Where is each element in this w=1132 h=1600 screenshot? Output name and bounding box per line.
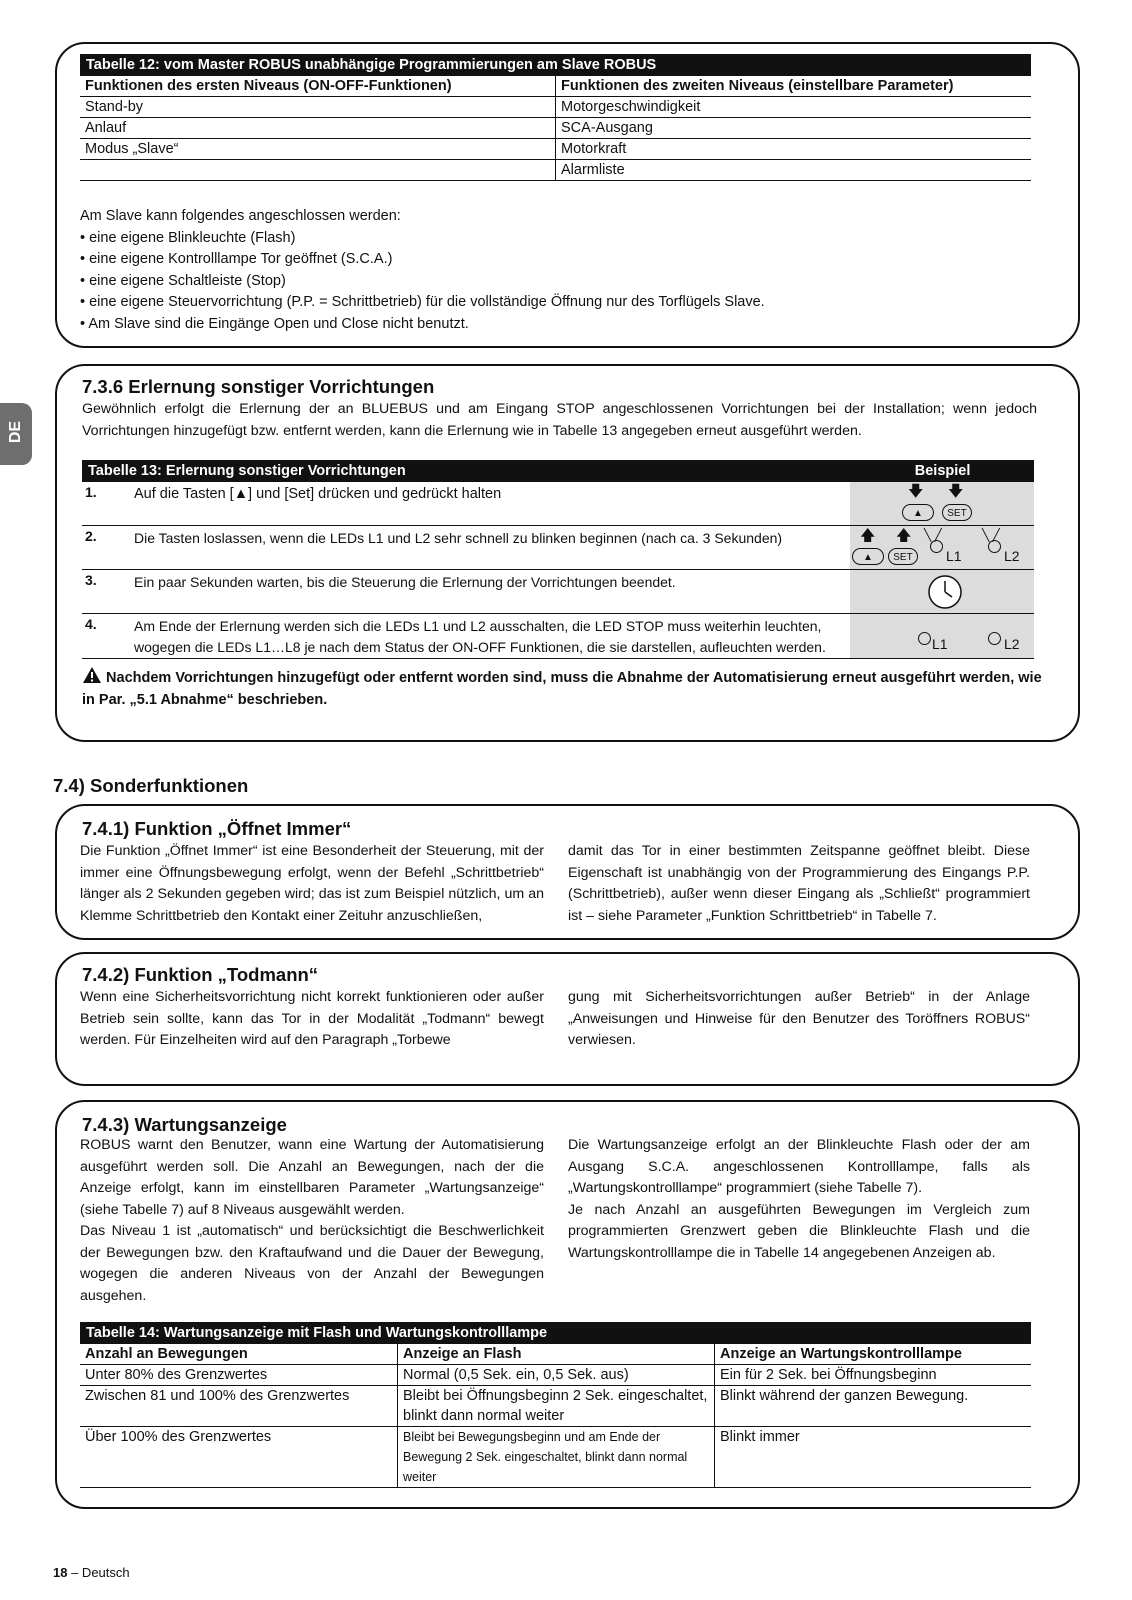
- table12-cell: [80, 160, 555, 180]
- list-item: • eine eigene Schaltleiste (Stop): [80, 272, 286, 289]
- step-text: Am Ende der Erlernung werden sich die LEDs L1 und L2 ausschalten, die LED STOP muss weiterhin leuchten, wogegen die LEDs L1…L8 je nach dem Status der ON-OFF Funktionen, die sie darstellen, aufleuchten werden.: [134, 618, 826, 655]
- table-row: [82, 570, 1034, 614]
- list-item: • Am Slave sind die Eingänge Open und Close nicht benutzt.: [80, 315, 469, 332]
- section-743-col1: ROBUS warnt den Benutzer, wann eine Wartung der Automatisierung ausgeführt werden soll. Die Anzahl an Bewegungen, nach der die Anzeige erfolgt, kann im einstellbaren Parameter „Wartungsanzeige“ (siehe Tabelle 7) auf 8 Niveaus ausgewählt werden. Das Niveau 1 ist „automatisch“ und berücksichtigt die Beschwerlichkeit der Bewegungen bzw. den Kraftaufwand und die Dauer der Bewegung, wogegen die anderen Niveaus von der Anzahl der Bewegungen ausgehen.: [80, 1137, 544, 1304]
- table14-header-row: [80, 1344, 1031, 1365]
- table12-cell: Motorgeschwindigkeit: [555, 97, 1031, 117]
- table14-cell: Blinkt während der ganzen Bewegung.: [714, 1386, 1031, 1426]
- list-item-text: Am Slave sind die Eingänge Open und Close nicht benutzt.: [88, 315, 469, 332]
- table12-box: [55, 42, 1080, 348]
- table12-cell: Anlauf: [85, 120, 127, 136]
- step-number: 3.: [85, 572, 97, 588]
- section-736-title: 7.3.6 Erlernung sonstiger Vorrichtungen: [82, 376, 435, 397]
- step-text: Die Tasten loslassen, wenn die LEDs L1 und L2 sehr schnell zu blinken beginnen (nach ca. 3 Sekunden): [134, 530, 783, 546]
- arrow-up-icon: 🡅: [860, 527, 876, 544]
- table13: [82, 460, 1034, 659]
- arrow-down-icon: 🡇: [908, 483, 924, 500]
- table12-cell: Alarmliste: [555, 160, 1031, 180]
- set-key-icon: SET: [942, 504, 972, 521]
- footer-language: – Deutsch: [71, 1565, 130, 1580]
- table-row: [82, 614, 1034, 659]
- blink-rays-icon: ╲ ╱: [982, 528, 1000, 542]
- list-item-text: eine eigene Kontrolllampe Tor geöffnet (S.C.A.): [89, 251, 393, 267]
- table12-header-1: Funktionen des ersten Niveaus (ON-OFF-Funktionen): [85, 78, 452, 94]
- clock-icon: [926, 573, 964, 611]
- list-item-text: eine eigene Blinkleuchte (Flash): [89, 229, 296, 246]
- led-l2-label: L2: [1004, 636, 1020, 652]
- table12-cell: Modus „Slave“: [85, 141, 179, 157]
- section-74-title: 7.4) Sonderfunktionen: [53, 775, 249, 796]
- section-736-box: [55, 364, 1080, 742]
- up-key-icon: ▲: [852, 548, 884, 565]
- slave-connections: [80, 206, 1040, 335]
- section-742-col1: Wenn eine Sicherheitsvorrichtung nicht korrekt funktionieren oder außer Betrieb sein sollte, kann das Tor in der Modalität „Todmann“ bewegt werden. Für Einzelheiten wird auf den Paragraph „Torbewe: [80, 989, 544, 1048]
- table13-title: Tabelle 13: Erlernung sonstiger Vorrichtungen: [88, 463, 406, 479]
- table14-cell: Über 100% des Grenzwertes: [85, 1429, 272, 1445]
- table14-cell: Unter 80% des Grenzwertes: [85, 1367, 268, 1383]
- step-number: 4.: [85, 616, 97, 632]
- section-741-col2: damit das Tor in einer bestimmten Zeitspanne geöffnet bleibt. Diese Eigenschaft ist unabhängig von der Programmierung des Eingangs P.P. (Schrittbetrieb), außer wenn dieser Eingang als „Schließt“ programmiert ist – siehe Parameter „Funktion Schrittbetrieb“ in Tabelle 7.: [568, 843, 1030, 924]
- section-741-box: [55, 804, 1080, 940]
- table-row: [80, 1427, 1031, 1488]
- section-743-title: 7.4.3) Wartungsanzeige: [82, 1114, 287, 1135]
- table14-cell: Zwischen 81 und 100% des Grenzwertes: [85, 1388, 350, 1404]
- led-l1-label: L1: [932, 636, 948, 652]
- list-item: • eine eigene Kontrolllampe Tor geöffnet (S.C.A.): [80, 251, 393, 267]
- section-742-title: 7.4.2) Funktion „Todmann“: [82, 964, 319, 985]
- table13-header: [82, 460, 1034, 482]
- warning-text: Nachdem Vorrichtungen hinzugefügt oder entfernt worden sind, muss die Abnahme der Automatisierung erneut ausgeführt werden, wie in Par. „5.1 Abnahme“ beschrieben.: [82, 670, 1042, 708]
- section-743-col2: Die Wartungsanzeige erfolgt an der Blinkleuchte Flash oder der am Ausgang S.C.A. angeschlossenen Kontrolllampe, falls als „Wartungskontrolllampe“ programmiert (siehe Tabelle 7). Je nach Anzahl an ausgeführten Bewegungen im Vergleich zum programmierten Grenzwert geben die Blinkleuchte Flash und die Wartungskontrolllampe die in Tabelle 14 angegebenen Anzeigen ab.: [568, 1137, 1030, 1261]
- list-item: • eine eigene Steuervorrichtung (P.P. = Schrittbetrieb) für die vollständige Öffnung nur des Torflügels Slave.: [80, 294, 765, 310]
- section-741-title: 7.4.1) Funktion „Öffnet Immer“: [82, 818, 352, 839]
- table14-cell: Normal (0,5 Sek. ein, 0,5 Sek. aus): [397, 1365, 714, 1385]
- language-tab-label: DE: [7, 420, 24, 444]
- section-742-col2: gung mit Sicherheitsvorrichtungen außer Betrieb“ in der Anlage „Anweisungen und Hinweise für den Benutzer des Toröffners ROBUS“ verwiesen.: [568, 989, 1030, 1048]
- table12-cell: SCA-Ausgang: [555, 118, 1031, 138]
- warning-icon: [82, 666, 102, 684]
- step-text: Ein paar Sekunden warten, bis die Steuerung die Erlernung der Vorrichtungen beendet.: [134, 574, 676, 590]
- table-row: [80, 160, 1031, 181]
- page-number: 18: [53, 1565, 68, 1580]
- step-number: 2.: [85, 528, 97, 544]
- section-743-box: [55, 1100, 1080, 1509]
- table-row: [82, 482, 1034, 526]
- step-example: [850, 526, 1034, 569]
- led-off-icon: [918, 632, 931, 645]
- table14-cell: Bleibt bei Öffnungsbeginn 2 Sek. eingeschaltet, blinkt dann normal weiter: [397, 1386, 714, 1426]
- table14: [80, 1322, 1031, 1488]
- step-example: [850, 482, 1034, 525]
- table14-title: Tabelle 14: Wartungsanzeige mit Flash und Wartungskontrolllampe: [80, 1322, 1031, 1344]
- table12-header-2: Funktionen des zweiten Niveaus (einstellbare Parameter): [555, 76, 1031, 96]
- table-row: [80, 1365, 1031, 1386]
- list-item-text: eine eigene Steuervorrichtung (P.P. = Schrittbetrieb) für die vollständige Öffnung nur des Torflügels Slave.: [89, 294, 765, 310]
- led-off-icon: [988, 632, 1001, 645]
- step-number: 1.: [85, 484, 97, 500]
- step-example: [850, 614, 1034, 658]
- table12: [80, 54, 1031, 181]
- table-row: [80, 118, 1031, 139]
- led-l2-label: L2: [1004, 548, 1020, 564]
- table14-header-2: Anzeige an Flash: [397, 1344, 714, 1364]
- table-row: [82, 526, 1034, 570]
- step-example: [850, 570, 1034, 613]
- warning-note: [82, 666, 1042, 711]
- table14-cell: Bleibt bei Bewegungsbeginn und am Ende der Bewegung 2 Sek. eingeschaltet, blinkt dann normal weiter: [397, 1427, 714, 1487]
- step-text: Auf die Tasten [▲] und [Set] drücken und gedrückt halten: [134, 486, 502, 502]
- table-row: [80, 1386, 1031, 1427]
- arrow-up-icon: 🡅: [896, 527, 912, 544]
- table14-header-1: Anzahl an Bewegungen: [85, 1346, 248, 1362]
- table12-cell: Stand-by: [85, 99, 144, 115]
- arrow-down-icon: 🡇: [948, 483, 964, 500]
- page-footer: [53, 1565, 130, 1580]
- blink-rays-icon: ╲ ╱: [924, 528, 942, 542]
- section-741-col1: Die Funktion „Öffnet Immer“ ist eine Besonderheit der Steuerung, mit der immer eine Öffnungsbewegung erfolgt, wenn der Befehl „Schrittbetrieb“ länger als 2 Sekunden gegeben wird; das ist zum Beispiel nützlich, um an Klemme Schrittbetrieb den Kontakt einer Zeituhr anzuschließen,: [80, 843, 544, 924]
- table-row: [80, 97, 1031, 118]
- list-item-text: eine eigene Schaltleiste (Stop): [89, 272, 286, 289]
- section-736-text: Gewöhnlich erfolgt die Erlernung der an BLUEBUS und am Eingang STOP angeschlossenen Vorrichtungen bei der Installation; wenn jedoch Vorrichtungen hinzugefügt bzw. entfernt werden, kann die Erlernung wie in Tabelle 13 angegeben erneut ausgeführt werden.: [82, 401, 1037, 439]
- slave-intro: Am Slave kann folgendes angeschlossen werden:: [80, 208, 401, 224]
- table12-cell: Motorkraft: [555, 139, 1031, 159]
- set-key-icon: SET: [888, 548, 918, 565]
- language-tab: [0, 403, 32, 465]
- up-key-icon: ▲: [902, 504, 934, 521]
- table14-cell: Blinkt immer: [714, 1427, 1031, 1487]
- table12-header-row: [80, 76, 1031, 97]
- table14-header-3: Anzeige an Wartungskontrolllampe: [714, 1344, 1031, 1364]
- table-row: [80, 139, 1031, 160]
- section-742-box: [55, 952, 1080, 1086]
- table12-title: Tabelle 12: vom Master ROBUS unabhängige Programmierungen am Slave ROBUS: [80, 54, 1031, 76]
- led-l1-label: L1: [946, 548, 962, 564]
- table13-example-header: Beispiel: [914, 463, 971, 479]
- table14-cell: Ein für 2 Sek. bei Öffnungsbeginn: [714, 1365, 1031, 1385]
- list-item: • eine eigene Blinkleuchte (Flash): [80, 229, 296, 246]
